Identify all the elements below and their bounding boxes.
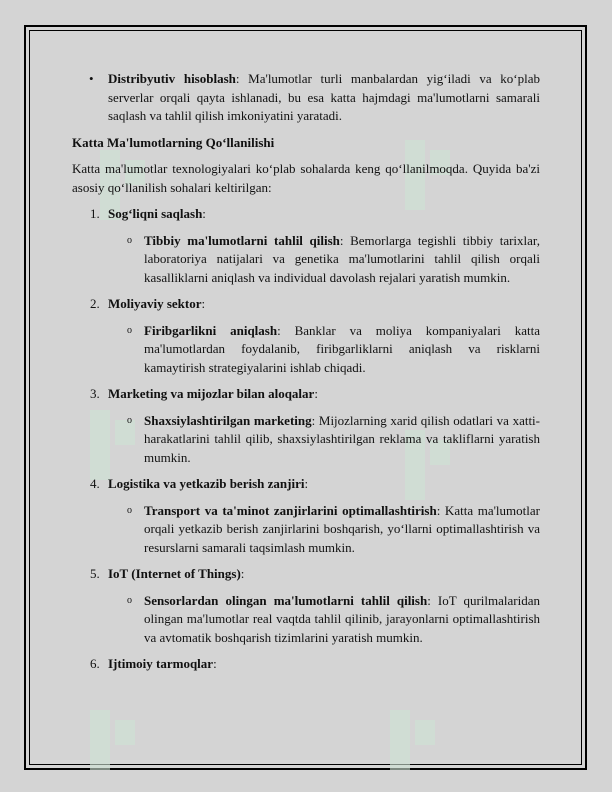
list-item-title: Logistika va yetkazib berish zanjiri — [108, 476, 305, 491]
sub-list-item — [72, 592, 540, 648]
sub-bullet-icon: o — [127, 504, 132, 516]
list-item-colon: : — [314, 386, 318, 401]
list-item-title: Marketing va mijozlar bilan aloqalar — [108, 386, 315, 401]
intro-bullet-text: : Ma'lumotlar turli manbalardan yig‘iladi va ko‘plab serverlar orqali qayta ishlanadi, bu esa katta hajmdagi ma'lumotlarni samarali saqlash va tahlil qilish imkoniyatini yaratadi. — [108, 71, 541, 123]
list-item — [72, 205, 540, 224]
sub-list-item — [72, 232, 540, 288]
list-item-title: IoT (Internet of Things) — [108, 566, 241, 581]
list-item-colon: : — [201, 296, 206, 311]
intro-bullet — [72, 70, 540, 126]
watermark-logo — [80, 700, 140, 770]
list-item — [72, 475, 540, 494]
list-item-colon: : — [213, 656, 217, 671]
sub-list-item — [72, 322, 540, 378]
sub-item-title: Sensorlardan olingan ma'lumotlarni tahlil qilish — [144, 592, 428, 608]
list-item-title: Ijtimoiy tarmoqlar — [108, 656, 214, 671]
list-item — [72, 655, 540, 674]
document-body — [72, 70, 540, 682]
sub-item-text: : Mijozlarning xarid qilish odatlari va xatti-harakatlarini tahlil qilib, shaxsiylashtirilgan reklama va takliflarni yaratish mumkin. — [144, 412, 540, 465]
sub-item-text: : IoT qurilmalaridan olingan ma'lumotlar real vaqtda tahlil qilinib, jarayonlarni optimallashtirish va avtomatik boshqarish tizimlarini yaratish mumkin. — [144, 592, 540, 645]
sub-list-item — [72, 412, 540, 468]
list-item-title: Moliyaviy sektor — [108, 296, 202, 311]
sub-bullet-icon: o — [127, 324, 132, 336]
sub-bullet-icon: o — [127, 594, 132, 606]
section-intro: Katta ma'lumotlar texnologiyalari ko‘plab sohalarda keng qo‘llanilmoqda. Quyida ba'zi asosiy qo‘llanilish sohalari keltirilgan: — [72, 161, 540, 195]
list-item-colon: : — [202, 206, 206, 221]
sub-item-text: : Banklar va moliya kompaniyalari katta ma'lumotlardan foydalanib, firibgarliklarni aniqlash va risklarni kamaytirish strategiyalarini ishlab chiqadi. — [144, 322, 540, 375]
bullet-icon: • — [89, 71, 94, 86]
sub-item-text: : Bemorlarga tegishli tibbiy tarixlar, laboratoriya natijalari va genetika ma'lumotlarini tahlil qilish orqali kasalliklarni aniqlash va individual davolash rejalari yaratish mumkin. — [144, 232, 540, 285]
list-item-title: Sog‘liqni saqlash — [108, 206, 203, 221]
list-item-colon: : — [304, 476, 309, 491]
sub-item-title: Shaxsiylashtirilgan marketing — [144, 412, 312, 428]
section-heading: Katta Ma'lumotlarning Qo‘llanilishi — [72, 134, 275, 150]
list-number: 3. — [90, 386, 100, 401]
list-item-colon: : — [240, 566, 245, 581]
sub-bullet-icon: o — [127, 414, 132, 426]
sub-bullet-icon: o — [127, 234, 132, 246]
list-item — [72, 295, 540, 314]
list-number: 5. — [90, 566, 100, 581]
list-item — [72, 385, 540, 404]
sub-item-text: : Katta ma'lumotlar orqali yetkazib berish zanjirlarini boshqarish, yo‘llarni optimallashtirish va resurslarni samarali taqsimlash mumkin. — [144, 502, 540, 555]
list-number: 4. — [90, 476, 100, 491]
sub-item-title: Transport va ta'minot zanjirlarini optimallashtirish — [144, 502, 437, 518]
intro-bullet-title: Distribyutiv hisoblash — [108, 71, 236, 86]
sub-list-item — [72, 502, 540, 558]
sub-item-title: Firibgarlikni aniqlash — [144, 322, 278, 338]
list-number: 2. — [90, 296, 100, 311]
sub-item-title: Tibbiy ma'lumotlarni tahlil qilish — [144, 232, 340, 248]
list-item — [72, 565, 540, 584]
watermark-logo — [380, 700, 440, 770]
list-number: 1. — [90, 206, 100, 221]
list-number: 6. — [90, 656, 100, 671]
